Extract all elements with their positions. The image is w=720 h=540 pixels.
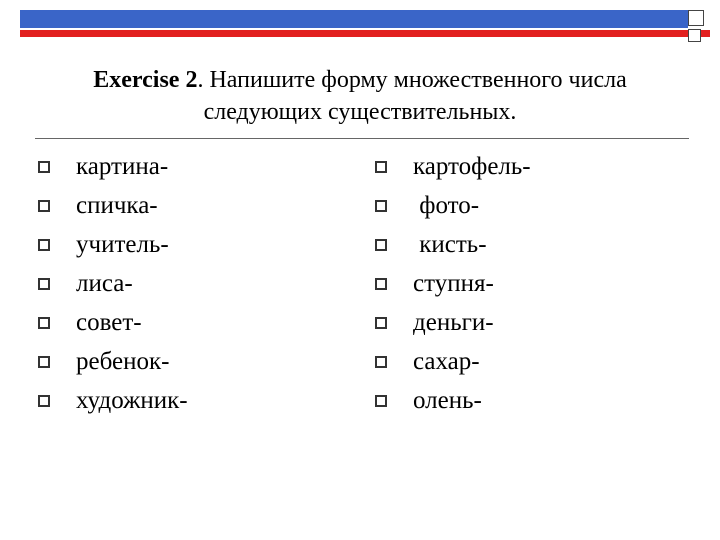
square-bullet-icon (38, 161, 50, 173)
square-bullet-icon (38, 239, 50, 251)
square-bullet-icon (38, 278, 50, 290)
word: художник- (76, 386, 188, 414)
list-item (38, 225, 188, 264)
word: совет- (76, 308, 142, 336)
title-text: . Напишите форму множественного числа (197, 67, 627, 93)
word: учитель- (76, 230, 169, 258)
list-item (375, 225, 531, 264)
word: спичка- (76, 191, 158, 219)
word: кисть- (413, 230, 487, 258)
list-item (38, 342, 188, 381)
header-red-bar (20, 30, 710, 37)
word: картофель- (413, 152, 531, 180)
square-bullet-icon (38, 395, 50, 407)
square-bullet-icon (375, 317, 387, 329)
square-bullet-icon (38, 356, 50, 368)
list-item (375, 303, 531, 342)
title-divider (35, 138, 689, 139)
square-bullet-icon (375, 200, 387, 212)
word: фото- (413, 191, 480, 219)
word: ребенок- (76, 347, 170, 375)
corner-square-small-icon (688, 29, 701, 42)
word: ступня- (413, 269, 494, 297)
square-bullet-icon (375, 239, 387, 251)
square-bullet-icon (375, 161, 387, 173)
right-word-list (375, 147, 531, 420)
header-blue-bar (20, 10, 688, 28)
list-item (375, 186, 531, 225)
title-line-1 (30, 64, 690, 96)
list-item (375, 381, 531, 420)
list-item (375, 147, 531, 186)
left-word-list (38, 147, 188, 420)
exercise-label: Exercise 2 (93, 67, 198, 93)
square-bullet-icon (375, 278, 387, 290)
square-bullet-icon (38, 200, 50, 212)
word: лиса- (76, 269, 133, 297)
list-item (375, 342, 531, 381)
list-item (38, 186, 188, 225)
word: картина- (76, 152, 169, 180)
list-item (38, 381, 188, 420)
word: деньги- (413, 308, 494, 336)
title-line-2: следующих существительных. (203, 99, 517, 125)
list-item (38, 303, 188, 342)
square-bullet-icon (38, 317, 50, 329)
corner-square-icon (688, 10, 704, 26)
slide-title (30, 64, 690, 128)
word: сахар- (413, 347, 480, 375)
square-bullet-icon (375, 356, 387, 368)
list-item (38, 147, 188, 186)
list-item (38, 264, 188, 303)
word: олень- (413, 386, 482, 414)
square-bullet-icon (375, 395, 387, 407)
list-item (375, 264, 531, 303)
